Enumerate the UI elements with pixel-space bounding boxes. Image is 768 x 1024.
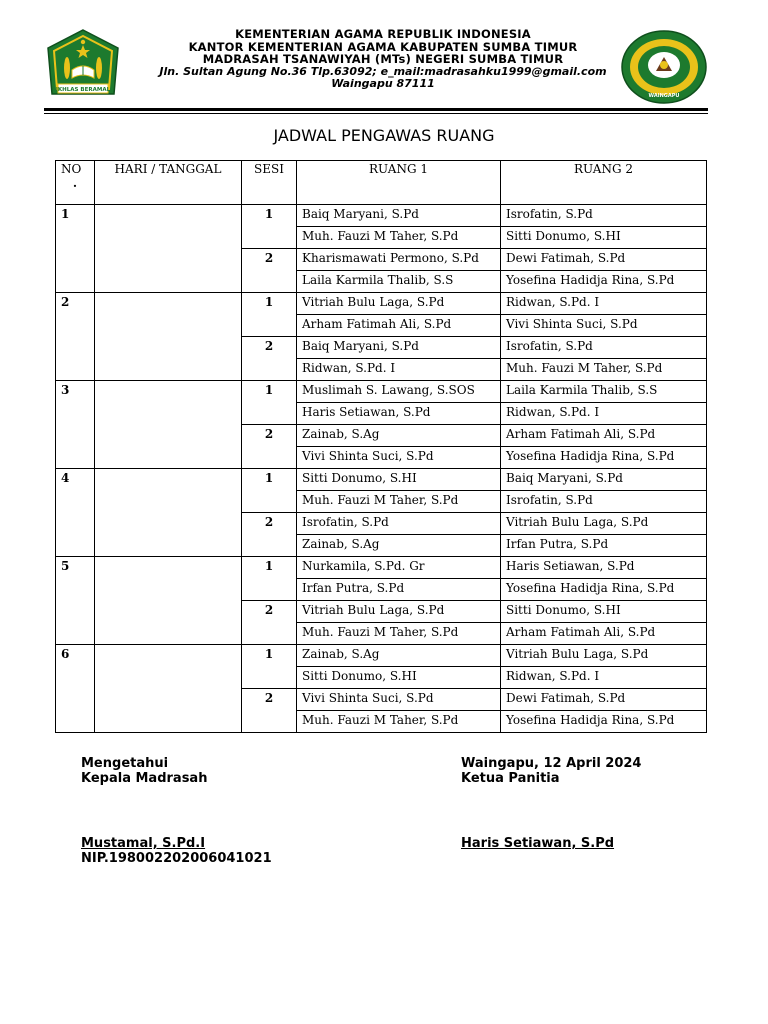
cell-hari-tanggal bbox=[95, 469, 242, 557]
schedule-table bbox=[55, 160, 707, 733]
cell-ruang-2: Vitriah Bulu Laga, S.Pd bbox=[501, 513, 707, 535]
cell-ruang-2: Isrofatin, S.Pd bbox=[501, 205, 707, 227]
header-rule-thick bbox=[44, 108, 708, 111]
header-sesi: SESI bbox=[242, 161, 297, 205]
cell-ruang-1: Muh. Fauzi M Taher, S.Pd bbox=[297, 227, 501, 249]
schedule-body bbox=[56, 205, 707, 733]
cell-ruang-1: Vivi Shinta Suci, S.Pd bbox=[297, 447, 501, 469]
cell-sesi: 1 bbox=[242, 645, 297, 689]
table-header-row bbox=[56, 161, 707, 205]
cell-ruang-1: Arham Fatimah Ali, S.Pd bbox=[297, 315, 501, 337]
cell-ruang-2: Sitti Donumo, S.HI bbox=[501, 601, 707, 623]
cell-ruang-1: Muslimah S. Lawang, S.SOS bbox=[297, 381, 501, 403]
logo-left-motto: IKHLAS BERAMAL bbox=[55, 87, 111, 93]
cell-hari-tanggal bbox=[95, 645, 242, 733]
cell-ruang-2: Ridwan, S.Pd. I bbox=[501, 403, 707, 425]
cell-hari-tanggal bbox=[95, 557, 242, 645]
cell-ruang-2: Laila Karmila Thalib, S.S bbox=[501, 381, 707, 403]
cell-ruang-2: Vivi Shinta Suci, S.Pd bbox=[501, 315, 707, 337]
cell-ruang-1: Baiq Maryani, S.Pd bbox=[297, 337, 501, 359]
school-logo bbox=[620, 29, 708, 105]
cell-ruang-1: Sitti Donumo, S.HI bbox=[297, 469, 501, 491]
cell-ruang-1: Irfan Putra, S.Pd bbox=[297, 579, 501, 601]
cell-sesi: 1 bbox=[242, 293, 297, 337]
cell-ruang-2: Yosefina Hadidja Rina, S.Pd bbox=[501, 711, 707, 733]
cell-no: 5 bbox=[56, 557, 95, 645]
cell-sesi: 1 bbox=[242, 469, 297, 513]
cell-ruang-1: Sitti Donumo, S.HI bbox=[297, 667, 501, 689]
cell-no: 1 bbox=[56, 205, 95, 293]
table-row bbox=[56, 557, 707, 579]
cell-no: 4 bbox=[56, 469, 95, 557]
cell-ruang-1: Zainab, S.Ag bbox=[297, 645, 501, 667]
sig-right-place-date: Waingapu, 12 April 2024 bbox=[461, 756, 642, 771]
cell-no: 3 bbox=[56, 381, 95, 469]
table-row bbox=[56, 293, 707, 315]
cell-ruang-2: Yosefina Hadidja Rina, S.Pd bbox=[501, 447, 707, 469]
table-row bbox=[56, 645, 707, 667]
cell-sesi: 1 bbox=[242, 205, 297, 249]
cell-ruang-1: Vitriah Bulu Laga, S.Pd bbox=[297, 601, 501, 623]
sig-left-name: Mustamal, S.Pd.I bbox=[81, 836, 206, 851]
cell-ruang-1: Nurkamila, S.Pd. Gr bbox=[297, 557, 501, 579]
cell-sesi: 2 bbox=[242, 689, 297, 733]
header-office: KANTOR KEMENTERIAN AGAMA KABUPATEN SUMBA TIMUR bbox=[188, 39, 578, 54]
cell-sesi: 1 bbox=[242, 381, 297, 425]
header-hari-tanggal: HARI / TANGGAL bbox=[95, 161, 242, 205]
cell-ruang-2: Isrofatin, S.Pd bbox=[501, 491, 707, 513]
sig-right-name: Haris Setiawan, S.Pd bbox=[461, 836, 615, 851]
logo-right-caption: WAINGAPU bbox=[648, 93, 680, 99]
header-address: Jln. Sultan Agung No.36 Tlp.63092; e_mail:madrasahku1999@gmail.com bbox=[159, 64, 607, 78]
header-no-dot: . bbox=[72, 176, 78, 190]
cell-ruang-2: Vitriah Bulu Laga, S.Pd bbox=[501, 645, 707, 667]
cell-ruang-2: Dewi Fatimah, S.Pd bbox=[501, 689, 707, 711]
cell-ruang-1: Kharismawati Permono, S.Pd bbox=[297, 249, 501, 271]
kemenag-logo bbox=[44, 28, 122, 104]
header-school: MADRASAH TSANAWIYAH (MTs) NEGERI SUMBA TIMUR bbox=[202, 52, 564, 66]
header-no-label: NO bbox=[61, 162, 82, 176]
header-ruang-1: RUANG 1 bbox=[297, 161, 501, 205]
cell-hari-tanggal bbox=[95, 293, 242, 381]
document-title: JADWAL PENGAWAS RUANG bbox=[273, 126, 495, 145]
header-rule-thin bbox=[44, 113, 708, 114]
cell-ruang-2: Haris Setiawan, S.Pd bbox=[501, 557, 707, 579]
cell-ruang-2: Ridwan, S.Pd. I bbox=[501, 667, 707, 689]
cell-ruang-2: Arham Fatimah Ali, S.Pd bbox=[501, 425, 707, 447]
cell-ruang-2: Arham Fatimah Ali, S.Pd bbox=[501, 623, 707, 645]
cell-ruang-2: Irfan Putra, S.Pd bbox=[501, 535, 707, 557]
table-row bbox=[56, 469, 707, 491]
signature-right bbox=[461, 756, 641, 851]
sig-left-acknowledged: Mengetahui bbox=[81, 756, 169, 771]
cell-no: 2 bbox=[56, 293, 95, 381]
cell-ruang-1: Baiq Maryani, S.Pd bbox=[297, 205, 501, 227]
header-ministry: KEMENTERIAN AGAMA REPUBLIK INDONESIA bbox=[235, 27, 531, 41]
cell-ruang-2: Yosefina Hadidja Rina, S.Pd bbox=[501, 579, 707, 601]
cell-no: 6 bbox=[56, 645, 95, 733]
cell-hari-tanggal bbox=[95, 205, 242, 293]
header-city: Waingapu 87111 bbox=[331, 77, 435, 90]
letterhead bbox=[150, 28, 616, 91]
cell-ruang-1: Vivi Shinta Suci, S.Pd bbox=[297, 689, 501, 711]
cell-ruang-1: Zainab, S.Ag bbox=[297, 535, 501, 557]
cell-sesi: 2 bbox=[242, 425, 297, 469]
sig-left-role: Kepala Madrasah bbox=[81, 771, 208, 786]
cell-ruang-2: Baiq Maryani, S.Pd bbox=[501, 469, 707, 491]
cell-ruang-2: Yosefina Hadidja Rina, S.Pd bbox=[501, 271, 707, 293]
cell-sesi: 2 bbox=[242, 513, 297, 557]
cell-sesi: 2 bbox=[242, 249, 297, 293]
cell-ruang-1: Ridwan, S.Pd. I bbox=[297, 359, 501, 381]
cell-sesi: 2 bbox=[242, 337, 297, 381]
sig-right-role: Ketua Panitia bbox=[461, 771, 560, 786]
cell-sesi: 1 bbox=[242, 557, 297, 601]
cell-ruang-2: Ridwan, S.Pd. I bbox=[501, 293, 707, 315]
cell-ruang-1: Isrofatin, S.Pd bbox=[297, 513, 501, 535]
cell-ruang-1: Zainab, S.Ag bbox=[297, 425, 501, 447]
cell-ruang-2: Isrofatin, S.Pd bbox=[501, 337, 707, 359]
cell-ruang-2: Dewi Fatimah, S.Pd bbox=[501, 249, 707, 271]
header-no bbox=[56, 161, 95, 205]
cell-hari-tanggal bbox=[95, 381, 242, 469]
cell-ruang-2: Muh. Fauzi M Taher, S.Pd bbox=[501, 359, 707, 381]
cell-ruang-1: Haris Setiawan, S.Pd bbox=[297, 403, 501, 425]
header-ruang-2: RUANG 2 bbox=[501, 161, 707, 205]
table-row bbox=[56, 381, 707, 403]
cell-ruang-1: Vitriah Bulu Laga, S.Pd bbox=[297, 293, 501, 315]
cell-ruang-1: Muh. Fauzi M Taher, S.Pd bbox=[297, 491, 501, 513]
cell-ruang-1: Muh. Fauzi M Taher, S.Pd bbox=[297, 711, 501, 733]
table-row bbox=[56, 205, 707, 227]
cell-sesi: 2 bbox=[242, 601, 297, 645]
signature-left bbox=[81, 756, 272, 866]
sig-left-nip: NIP.198002202006041021 bbox=[81, 851, 272, 866]
cell-ruang-1: Laila Karmila Thalib, S.S bbox=[297, 271, 501, 293]
cell-ruang-2: Sitti Donumo, S.HI bbox=[501, 227, 707, 249]
cell-ruang-1: Muh. Fauzi M Taher, S.Pd bbox=[297, 623, 501, 645]
